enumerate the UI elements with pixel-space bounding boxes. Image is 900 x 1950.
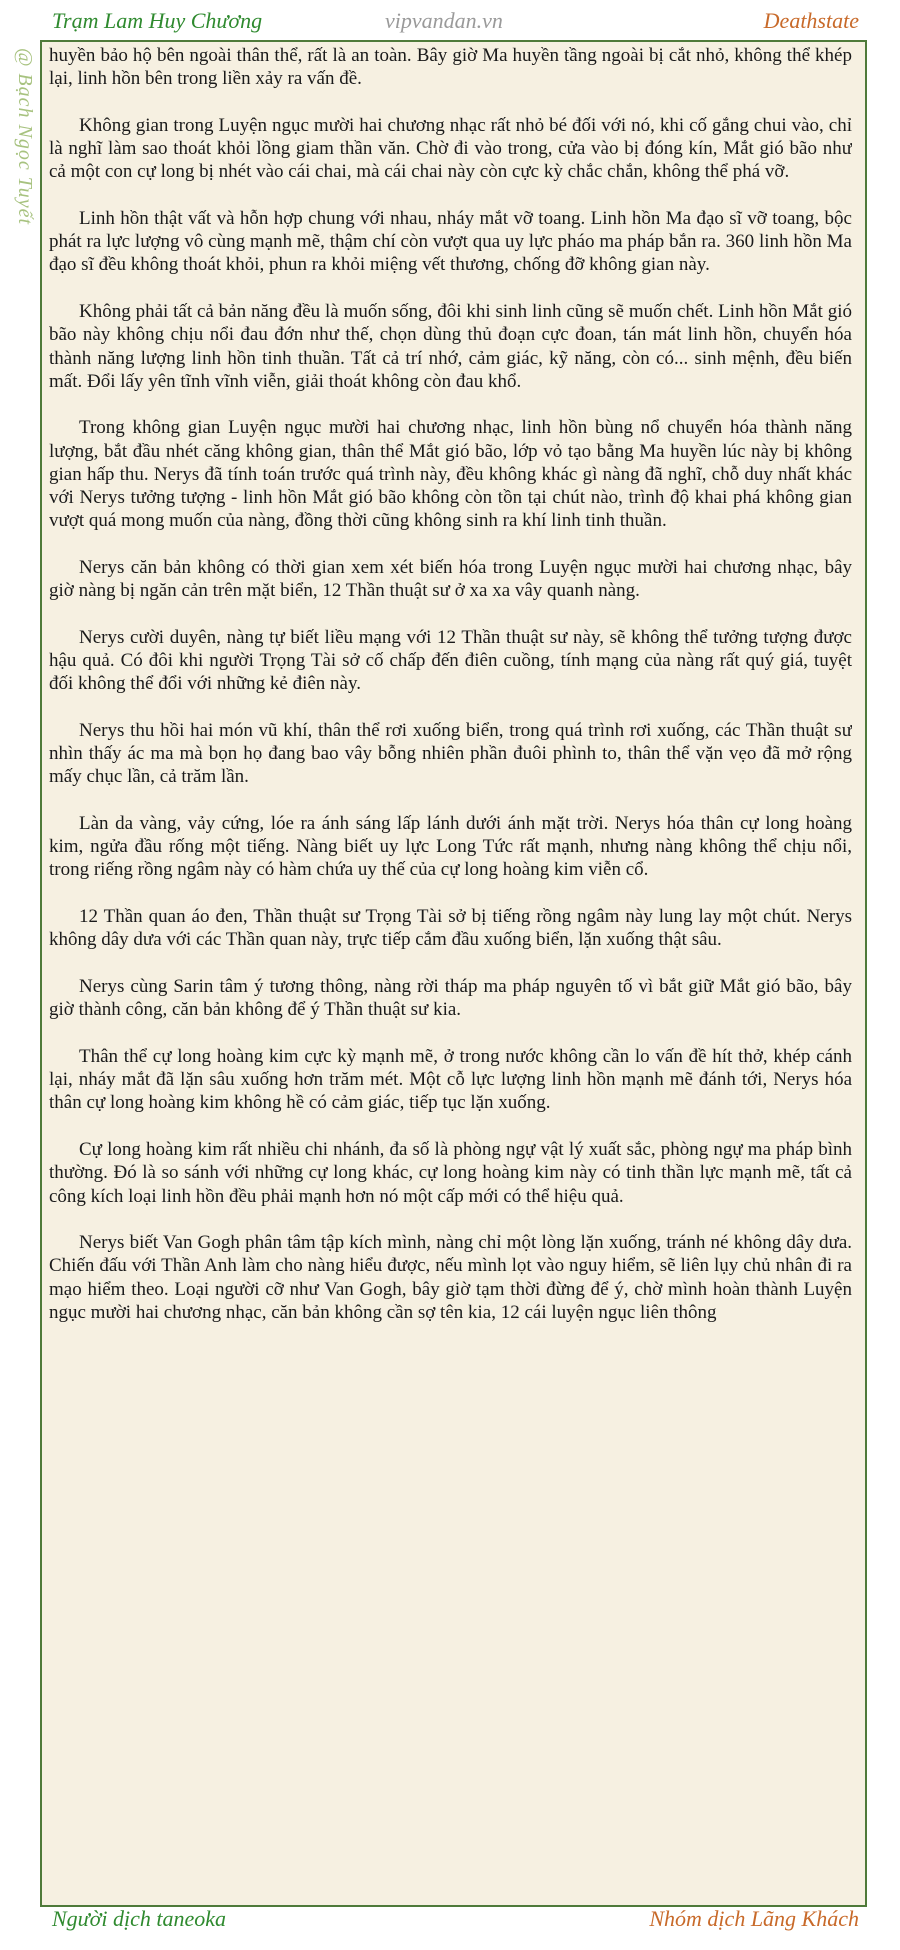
paragraph: Nerys căn bản không có thời gian xem xét biến hóa trong Luyện ngục mười hai chương nhạc, bây giờ nàng bị ngăn cản trên mặt biển, 12 Thần thuật sư ở xa xa vây quanh nàng. xyxy=(49,556,852,602)
side-credit-watermark: @ Bạch Ngọc Tuyết xyxy=(14,48,36,226)
paragraph: Cự long hoàng kim rất nhiều chi nhánh, đa số là phòng ngự vật lý xuất sắc, phòng ngự ma pháp bình thường. Đó là so sánh với những cự long khác, cự long hoàng kim này có tinh thần lực mạnh mẽ, tất cả công kích loại linh hồn đều phải mạnh hơn nó một cấp mới có thể hiệu quả. xyxy=(49,1139,852,1207)
paragraph: Không phải tất cả bản năng đều là muốn sống, đôi khi sinh linh cũng sẽ muốn chết. Linh hồn Mắt gió bão này không chịu nổi đau đớn như thế, chọn dùng thủ đoạn cực đoan, tán mát linh hồn, chuyển hóa thành năng lượng linh hồn tinh thuần. Tất cả trí nhớ, cảm giác, kỹ năng, còn có... sinh mệnh, đều biến mất. Đổi lấy yên tĩnh vĩnh viễn, giải thoát không còn đau khổ. xyxy=(49,301,852,392)
footer-translator: Người dịch taneoka xyxy=(52,1906,227,1931)
paragraph: Linh hồn thật vất và hỗn hợp chung với nhau, nháy mắt vỡ toang. Linh hồn Ma đạo sĩ vỡ toang, bộc phát ra lực lượng vô cùng mạnh mẽ, thậm chí còn vượt qua uy lực pháo ma pháp bắn ra. 360 linh hồn Ma đạo sĩ đều không thoát khỏi, phun ra khỏi miệng vết thương, chống đỡ không gian này. xyxy=(49,208,852,276)
paragraph: Nerys cười duyên, nàng tự biết liều mạng với 12 Thần thuật sư này, sẽ không thể tưởng tượng được hậu quả. Có đôi khi người Trọng Tài sở cố chấp đến điên cuồng, tính mạng của nàng rất quý giá, tuyệt đối không thể đổi với những kẻ điên này. xyxy=(49,626,852,695)
footer-group: Nhóm dịch Lãng Khách xyxy=(649,1906,859,1931)
paragraph: Làn da vàng, vảy cứng, lóe ra ánh sáng lấp lánh dưới ánh mặt trời. Nerys hóa thân cự long hoàng kim, ngửa đầu rống một tiếng. Nàng biết uy lực Long Tức rất mạnh, nhưng nàng không thể chịu nổi, trong riếng rồng ngâm này có hàm chứa uy thế của cự long hoàng kim viễn cổ. xyxy=(49,813,852,881)
paragraph: Nerys biết Van Gogh phân tâm tập kích mình, nàng chỉ một lòng lặn xuống, tránh né không dây dưa. Chiến đấu với Thần Anh làm cho nàng hiểu được, nếu mình lọt vào nguy hiểm, sẽ liên lụy chủ nhân đi ra mạo hiểm theo. Loại người cỡ như Van Gogh, bây giờ tạm thời đừng để ý, chờ mình hoàn thành Luyện ngục mười hai chương nhạc, căn bản không cần sợ tên kia, 12 cái luyện ngục liên thông xyxy=(49,1232,852,1323)
paragraph: huyền bảo hộ bên ngoài thân thể, rất là an toàn. Bây giờ Ma huyền tầng ngoài bị cắt nhỏ, không thể khép lại, linh hồn bên trong liền xảy ra vấn đề. xyxy=(49,45,852,90)
paragraph: Trong không gian Luyện ngục mười hai chương nhạc, linh hồn bùng nổ chuyển hóa thành năng lượng, bắt đầu nhét căng không gian, thân thể Mắt gió bão, lớp vỏ tạo bằng Ma huyền lúc này bị không gian hấp thu. Nerys đã tính toán trước quá trình này, đều không khác gì nàng đã nghĩ, chỗ duy nhất khác với Nerys tưởng tượng - linh hồn Mắt gió bão không còn tồn tại chút nào, trình độ khai phá không gian vượt quá mong muốn của nàng, đồng thời cũng không sinh ra khí linh tinh thuần. xyxy=(49,417,852,532)
header-site-name: vipvandan.vn xyxy=(385,8,503,33)
paragraph: Nerys cùng Sarin tâm ý tương thông, nàng rời tháp ma pháp nguyên tố vì bắt giữ Mắt gió bão, bây giờ thành công, căn bản không để ý Thần thuật sư kia. xyxy=(49,976,852,1021)
page-header xyxy=(40,8,863,38)
paragraph: 12 Thần quan áo đen, Thần thuật sư Trọng Tài sở bị tiếng rồng ngâm này lung lay một chút. Nerys không dây dưa với các Thần quan này, trực tiếp cắm đầu xuống biển, lặn xuống thật sâu. xyxy=(49,906,852,951)
paragraph: Thân thể cự long hoàng kim cực kỳ mạnh mẽ, ở trong nước không cần lo vấn đề hít thở, khép cánh lại, nháy mắt đã lặn sâu xuống hơn trăm mét. Một cỗ lực lượng linh hồn mạnh mẽ đánh tới, Nerys hóa thân cự long hoàng kim không hề có cảm giác, tiếp tục lặn xuống. xyxy=(49,1046,852,1114)
page-footer xyxy=(40,1906,863,1936)
paragraph: Nerys thu hồi hai món vũ khí, thân thể rơi xuống biển, trong quá trình rơi xuống, các Thần thuật sư nhìn thấy ác ma mà bọn họ đang bao vây bỗng nhiên phần đuôi phình to, thân thể vặn vẹo đã mở rộng mấy chục lần, cả trăm lần. xyxy=(49,719,852,788)
header-right-title: Deathstate xyxy=(763,8,859,33)
paragraph: Không gian trong Luyện ngục mười hai chương nhạc rất nhỏ bé đối với nó, khi cố gắng chui vào, chỉ là nghĩ làm sao thoát khỏi lồng giam thần văn. Chờ đi vào trong, cửa vào bị đóng kín, Mắt gió bão như cả một con cự long bị nhét vào cái chai, mà cái chai này còn cực kỳ chắc chắn, không thể phá vỡ. xyxy=(49,114,852,183)
header-left-title: Trạm Lam Huy Chương xyxy=(52,8,263,33)
chapter-body xyxy=(49,44,852,1900)
